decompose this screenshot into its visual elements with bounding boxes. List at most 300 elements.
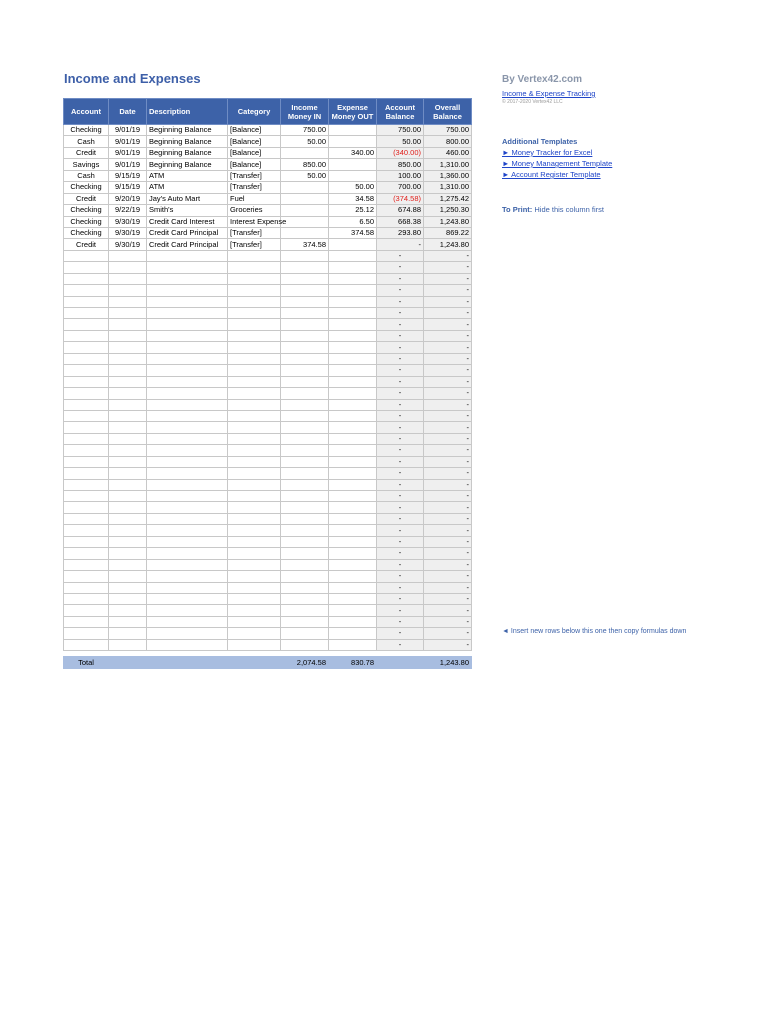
cell-overall-balance[interactable]: - (424, 571, 472, 582)
cell-expense[interactable]: 6.50 (329, 216, 377, 227)
cell-account[interactable]: Credit (64, 193, 109, 204)
cell-date[interactable] (109, 536, 147, 547)
cell-account-balance[interactable]: - (377, 639, 424, 650)
cell-description[interactable] (147, 639, 228, 650)
cell-description[interactable]: Beginning Balance (147, 125, 228, 136)
cell-category[interactable]: [Transfer] (228, 227, 281, 238)
cell-account[interactable] (64, 628, 109, 639)
cell-account[interactable] (64, 548, 109, 559)
cell-account[interactable] (64, 342, 109, 353)
cell-expense[interactable] (329, 273, 377, 284)
cell-account-balance[interactable]: - (377, 491, 424, 502)
cell-date[interactable]: 9/20/19 (109, 193, 147, 204)
cell-income[interactable] (281, 296, 329, 307)
cell-description[interactable]: Beginning Balance (147, 159, 228, 170)
cell-account[interactable] (64, 388, 109, 399)
cell-expense[interactable] (329, 170, 377, 181)
cell-account[interactable] (64, 616, 109, 627)
cell-date[interactable] (109, 422, 147, 433)
cell-expense[interactable] (329, 296, 377, 307)
cell-account-balance[interactable]: - (377, 548, 424, 559)
cell-expense[interactable] (329, 125, 377, 136)
cell-category[interactable] (228, 502, 281, 513)
cell-overall-balance[interactable]: - (424, 605, 472, 616)
cell-expense[interactable] (329, 559, 377, 570)
cell-account[interactable] (64, 559, 109, 570)
cell-date[interactable] (109, 388, 147, 399)
cell-overall-balance[interactable]: - (424, 433, 472, 444)
cell-account-balance[interactable]: - (377, 410, 424, 421)
cell-category[interactable] (228, 513, 281, 524)
cell-account-balance[interactable]: - (377, 616, 424, 627)
cell-income[interactable] (281, 365, 329, 376)
cell-date[interactable] (109, 628, 147, 639)
cell-overall-balance[interactable]: - (424, 273, 472, 284)
cell-income[interactable] (281, 182, 329, 193)
cell-description[interactable] (147, 525, 228, 536)
cell-category[interactable] (228, 525, 281, 536)
cell-account-balance[interactable]: - (377, 273, 424, 284)
cell-date[interactable]: 9/30/19 (109, 216, 147, 227)
cell-date[interactable] (109, 296, 147, 307)
cell-category[interactable] (228, 388, 281, 399)
cell-expense[interactable] (329, 262, 377, 273)
cell-expense[interactable] (329, 342, 377, 353)
cell-category[interactable]: [Balance] (228, 125, 281, 136)
cell-date[interactable] (109, 616, 147, 627)
cell-description[interactable]: Beginning Balance (147, 136, 228, 147)
cell-date[interactable] (109, 273, 147, 284)
cell-account-balance[interactable]: - (377, 582, 424, 593)
cell-income[interactable]: 50.00 (281, 136, 329, 147)
cell-income[interactable] (281, 479, 329, 490)
cell-description[interactable]: Jay's Auto Mart (147, 193, 228, 204)
cell-overall-balance[interactable]: - (424, 388, 472, 399)
cell-account-balance[interactable]: - (377, 250, 424, 261)
cell-overall-balance[interactable]: - (424, 502, 472, 513)
cell-category[interactable] (228, 433, 281, 444)
cell-expense[interactable] (329, 628, 377, 639)
cell-description[interactable] (147, 479, 228, 490)
cell-description[interactable] (147, 422, 228, 433)
cell-expense[interactable] (329, 285, 377, 296)
cell-overall-balance[interactable]: - (424, 491, 472, 502)
cell-account-balance[interactable]: - (377, 605, 424, 616)
cell-account[interactable] (64, 330, 109, 341)
cell-income[interactable] (281, 491, 329, 502)
cell-category[interactable] (228, 365, 281, 376)
cell-date[interactable] (109, 513, 147, 524)
cell-account[interactable] (64, 593, 109, 604)
cell-account-balance[interactable]: - (377, 502, 424, 513)
cell-overall-balance[interactable]: - (424, 616, 472, 627)
cell-description[interactable] (147, 468, 228, 479)
cell-category[interactable] (228, 559, 281, 570)
cell-category[interactable] (228, 399, 281, 410)
cell-account[interactable]: Checking (64, 216, 109, 227)
cell-description[interactable] (147, 262, 228, 273)
cell-category[interactable]: Fuel (228, 193, 281, 204)
cell-account[interactable] (64, 479, 109, 490)
cell-account[interactable] (64, 353, 109, 364)
cell-expense[interactable] (329, 388, 377, 399)
cell-expense[interactable]: 50.00 (329, 182, 377, 193)
cell-account[interactable] (64, 319, 109, 330)
cell-expense[interactable] (329, 330, 377, 341)
cell-overall-balance[interactable]: - (424, 456, 472, 467)
cell-account[interactable]: Checking (64, 227, 109, 238)
cell-account[interactable] (64, 285, 109, 296)
cell-description[interactable] (147, 593, 228, 604)
cell-category[interactable] (228, 422, 281, 433)
cell-category[interactable] (228, 445, 281, 456)
cell-overall-balance[interactable]: 1,243.80 (424, 216, 472, 227)
cell-description[interactable] (147, 388, 228, 399)
cell-description[interactable] (147, 433, 228, 444)
cell-overall-balance[interactable]: - (424, 376, 472, 387)
cell-account-balance[interactable]: - (377, 536, 424, 547)
cell-account[interactable] (64, 582, 109, 593)
cell-overall-balance[interactable]: - (424, 422, 472, 433)
cell-expense[interactable] (329, 433, 377, 444)
cell-account-balance[interactable]: - (377, 513, 424, 524)
cell-account-balance[interactable]: - (377, 433, 424, 444)
cell-overall-balance[interactable]: - (424, 513, 472, 524)
cell-account-balance[interactable]: - (377, 388, 424, 399)
cell-account-balance[interactable]: - (377, 239, 424, 250)
cell-description[interactable]: Credit Card Interest (147, 216, 228, 227)
cell-overall-balance[interactable]: 1,250.30 (424, 205, 472, 216)
cell-account[interactable] (64, 262, 109, 273)
cell-expense[interactable]: 374.58 (329, 227, 377, 238)
cell-category[interactable] (228, 479, 281, 490)
cell-income[interactable] (281, 456, 329, 467)
account-register-link[interactable]: ► Account Register Template (502, 170, 601, 179)
cell-overall-balance[interactable]: 1,275.42 (424, 193, 472, 204)
cell-description[interactable] (147, 399, 228, 410)
cell-category[interactable] (228, 376, 281, 387)
cell-account[interactable] (64, 296, 109, 307)
cell-category[interactable] (228, 616, 281, 627)
cell-overall-balance[interactable]: - (424, 410, 472, 421)
cell-income[interactable] (281, 319, 329, 330)
cell-date[interactable] (109, 525, 147, 536)
cell-income[interactable] (281, 422, 329, 433)
cell-date[interactable] (109, 639, 147, 650)
cell-account-balance[interactable]: - (377, 353, 424, 364)
cell-overall-balance[interactable]: - (424, 525, 472, 536)
cell-account[interactable] (64, 376, 109, 387)
cell-overall-balance[interactable]: - (424, 308, 472, 319)
cell-overall-balance[interactable]: 750.00 (424, 125, 472, 136)
cell-category[interactable]: [Transfer] (228, 182, 281, 193)
cell-account[interactable] (64, 536, 109, 547)
col-header-date[interactable]: Date (109, 99, 147, 125)
cell-date[interactable] (109, 399, 147, 410)
cell-income[interactable] (281, 147, 329, 158)
cell-description[interactable] (147, 559, 228, 570)
cell-overall-balance[interactable]: - (424, 330, 472, 341)
cell-income[interactable] (281, 227, 329, 238)
cell-category[interactable] (228, 250, 281, 261)
cell-date[interactable] (109, 582, 147, 593)
cell-date[interactable]: 9/01/19 (109, 125, 147, 136)
cell-income[interactable] (281, 639, 329, 650)
cell-description[interactable] (147, 250, 228, 261)
cell-account-balance[interactable]: - (377, 296, 424, 307)
cell-account-balance[interactable]: - (377, 342, 424, 353)
cell-account[interactable] (64, 399, 109, 410)
cell-expense[interactable] (329, 582, 377, 593)
cell-overall-balance[interactable]: - (424, 285, 472, 296)
cell-account-balance[interactable]: - (377, 525, 424, 536)
cell-expense[interactable] (329, 536, 377, 547)
cell-category[interactable] (228, 605, 281, 616)
cell-income[interactable] (281, 205, 329, 216)
cell-income[interactable] (281, 628, 329, 639)
cell-date[interactable] (109, 308, 147, 319)
cell-account-balance[interactable]: - (377, 330, 424, 341)
cell-overall-balance[interactable]: 460.00 (424, 147, 472, 158)
cell-expense[interactable] (329, 639, 377, 650)
cell-overall-balance[interactable]: - (424, 353, 472, 364)
cell-description[interactable] (147, 605, 228, 616)
cell-overall-balance[interactable]: 1,243.80 (424, 239, 472, 250)
cell-account-balance[interactable]: - (377, 468, 424, 479)
cell-overall-balance[interactable]: - (424, 399, 472, 410)
cell-account[interactable] (64, 308, 109, 319)
cell-expense[interactable] (329, 605, 377, 616)
cell-expense[interactable] (329, 468, 377, 479)
cell-income[interactable] (281, 513, 329, 524)
cell-expense[interactable]: 25.12 (329, 205, 377, 216)
cell-overall-balance[interactable]: - (424, 639, 472, 650)
cell-description[interactable] (147, 319, 228, 330)
cell-date[interactable] (109, 330, 147, 341)
cell-expense[interactable] (329, 479, 377, 490)
cell-expense[interactable]: 340.00 (329, 147, 377, 158)
cell-income[interactable] (281, 536, 329, 547)
cell-description[interactable] (147, 513, 228, 524)
cell-overall-balance[interactable]: - (424, 250, 472, 261)
cell-category[interactable]: [Transfer] (228, 170, 281, 181)
cell-category[interactable] (228, 410, 281, 421)
cell-account-balance[interactable]: 293.80 (377, 227, 424, 238)
cell-description[interactable] (147, 616, 228, 627)
cell-expense[interactable] (329, 365, 377, 376)
cell-description[interactable] (147, 342, 228, 353)
cell-description[interactable]: Credit Card Principal (147, 227, 228, 238)
cell-account-balance[interactable]: - (377, 479, 424, 490)
col-header-overall-balance[interactable]: Overall Balance (424, 99, 472, 125)
cell-income[interactable] (281, 582, 329, 593)
cell-expense[interactable] (329, 491, 377, 502)
cell-date[interactable] (109, 502, 147, 513)
cell-account[interactable] (64, 433, 109, 444)
cell-income[interactable]: 374.58 (281, 239, 329, 250)
cell-expense[interactable] (329, 616, 377, 627)
cell-expense[interactable] (329, 399, 377, 410)
cell-date[interactable]: 9/15/19 (109, 182, 147, 193)
cell-date[interactable] (109, 491, 147, 502)
cell-account[interactable] (64, 513, 109, 524)
cell-account-balance[interactable]: - (377, 422, 424, 433)
col-header-income[interactable]: Income Money IN (281, 99, 329, 125)
cell-income[interactable] (281, 616, 329, 627)
cell-account[interactable] (64, 422, 109, 433)
cell-income[interactable]: 50.00 (281, 170, 329, 181)
cell-income[interactable]: 850.00 (281, 159, 329, 170)
cell-income[interactable] (281, 342, 329, 353)
cell-date[interactable]: 9/15/19 (109, 170, 147, 181)
cell-account[interactable] (64, 410, 109, 421)
cell-income[interactable] (281, 193, 329, 204)
cell-expense[interactable] (329, 136, 377, 147)
col-header-account[interactable]: Account (64, 99, 109, 125)
cell-category[interactable] (228, 342, 281, 353)
cell-category[interactable] (228, 593, 281, 604)
cell-category[interactable]: Interest Expense (228, 216, 281, 227)
cell-overall-balance[interactable]: - (424, 365, 472, 376)
cell-date[interactable]: 9/01/19 (109, 147, 147, 158)
cell-account-balance[interactable]: (340.00) (377, 147, 424, 158)
cell-account-balance[interactable]: - (377, 262, 424, 273)
cell-income[interactable] (281, 250, 329, 261)
cell-description[interactable] (147, 308, 228, 319)
cell-date[interactable] (109, 593, 147, 604)
cell-expense[interactable] (329, 422, 377, 433)
cell-expense[interactable] (329, 571, 377, 582)
cell-description[interactable] (147, 296, 228, 307)
cell-income[interactable] (281, 262, 329, 273)
cell-category[interactable] (228, 548, 281, 559)
cell-income[interactable] (281, 376, 329, 387)
cell-account-balance[interactable]: 50.00 (377, 136, 424, 147)
cell-expense[interactable] (329, 410, 377, 421)
cell-overall-balance[interactable]: 800.00 (424, 136, 472, 147)
cell-category[interactable]: [Transfer] (228, 239, 281, 250)
cell-expense[interactable] (329, 319, 377, 330)
cell-date[interactable] (109, 353, 147, 364)
cell-date[interactable] (109, 250, 147, 261)
cell-income[interactable] (281, 433, 329, 444)
cell-account-balance[interactable]: 700.00 (377, 182, 424, 193)
col-header-expense[interactable]: Expense Money OUT (329, 99, 377, 125)
cell-account-balance[interactable]: - (377, 445, 424, 456)
cell-expense[interactable] (329, 548, 377, 559)
cell-account[interactable] (64, 639, 109, 650)
cell-date[interactable]: 9/30/19 (109, 227, 147, 238)
col-header-description[interactable]: Description (147, 99, 228, 125)
cell-account[interactable] (64, 571, 109, 582)
cell-category[interactable] (228, 353, 281, 364)
cell-overall-balance[interactable]: - (424, 536, 472, 547)
cell-date[interactable]: 9/01/19 (109, 136, 147, 147)
cell-income[interactable] (281, 410, 329, 421)
cell-income[interactable] (281, 571, 329, 582)
cell-overall-balance[interactable]: 869.22 (424, 227, 472, 238)
cell-overall-balance[interactable]: - (424, 628, 472, 639)
cell-category[interactable] (228, 273, 281, 284)
cell-category[interactable] (228, 330, 281, 341)
cell-account[interactable] (64, 250, 109, 261)
cell-account-balance[interactable]: 750.00 (377, 125, 424, 136)
cell-overall-balance[interactable]: - (424, 319, 472, 330)
cell-category[interactable] (228, 491, 281, 502)
income-expense-tracking-link[interactable]: Income & Expense Tracking (502, 89, 596, 98)
cell-date[interactable] (109, 479, 147, 490)
cell-date[interactable] (109, 571, 147, 582)
cell-expense[interactable] (329, 376, 377, 387)
cell-description[interactable]: Smith's (147, 205, 228, 216)
cell-description[interactable] (147, 548, 228, 559)
cell-date[interactable] (109, 433, 147, 444)
cell-account[interactable]: Cash (64, 136, 109, 147)
cell-overall-balance[interactable]: - (424, 479, 472, 490)
cell-account[interactable] (64, 468, 109, 479)
cell-income[interactable] (281, 605, 329, 616)
cell-description[interactable] (147, 536, 228, 547)
col-header-account-balance[interactable]: Account Balance (377, 99, 424, 125)
cell-account-balance[interactable]: - (377, 399, 424, 410)
cell-category[interactable] (228, 308, 281, 319)
cell-date[interactable] (109, 262, 147, 273)
cell-category[interactable]: [Balance] (228, 159, 281, 170)
cell-category[interactable]: [Balance] (228, 136, 281, 147)
cell-description[interactable]: Credit Card Principal (147, 239, 228, 250)
cell-account-balance[interactable]: - (377, 456, 424, 467)
cell-expense[interactable] (329, 239, 377, 250)
cell-date[interactable] (109, 319, 147, 330)
cell-category[interactable] (228, 456, 281, 467)
cell-account-balance[interactable]: 850.00 (377, 159, 424, 170)
cell-account[interactable]: Cash (64, 170, 109, 181)
cell-description[interactable] (147, 502, 228, 513)
cell-account-balance[interactable]: - (377, 285, 424, 296)
cell-income[interactable] (281, 548, 329, 559)
cell-account[interactable]: Checking (64, 182, 109, 193)
cell-expense[interactable] (329, 513, 377, 524)
col-header-category[interactable]: Category (228, 99, 281, 125)
cell-category[interactable] (228, 571, 281, 582)
cell-expense[interactable] (329, 353, 377, 364)
cell-date[interactable] (109, 548, 147, 559)
cell-expense[interactable] (329, 250, 377, 261)
cell-account[interactable]: Savings (64, 159, 109, 170)
cell-account-balance[interactable]: - (377, 559, 424, 570)
cell-description[interactable] (147, 273, 228, 284)
cell-overall-balance[interactable]: - (424, 559, 472, 570)
cell-description[interactable]: Beginning Balance (147, 147, 228, 158)
cell-category[interactable] (228, 639, 281, 650)
cell-income[interactable] (281, 330, 329, 341)
cell-date[interactable] (109, 342, 147, 353)
cell-account[interactable] (64, 605, 109, 616)
cell-income[interactable] (281, 468, 329, 479)
cell-overall-balance[interactable]: 1,310.00 (424, 182, 472, 193)
cell-overall-balance[interactable]: - (424, 296, 472, 307)
cell-expense[interactable] (329, 593, 377, 604)
cell-overall-balance[interactable]: - (424, 582, 472, 593)
cell-description[interactable] (147, 376, 228, 387)
cell-date[interactable]: 9/22/19 (109, 205, 147, 216)
cell-category[interactable] (228, 319, 281, 330)
cell-date[interactable]: 9/01/19 (109, 159, 147, 170)
money-management-link[interactable]: ► Money Management Template (502, 159, 613, 168)
cell-date[interactable] (109, 468, 147, 479)
cell-category[interactable] (228, 536, 281, 547)
cell-expense[interactable] (329, 308, 377, 319)
